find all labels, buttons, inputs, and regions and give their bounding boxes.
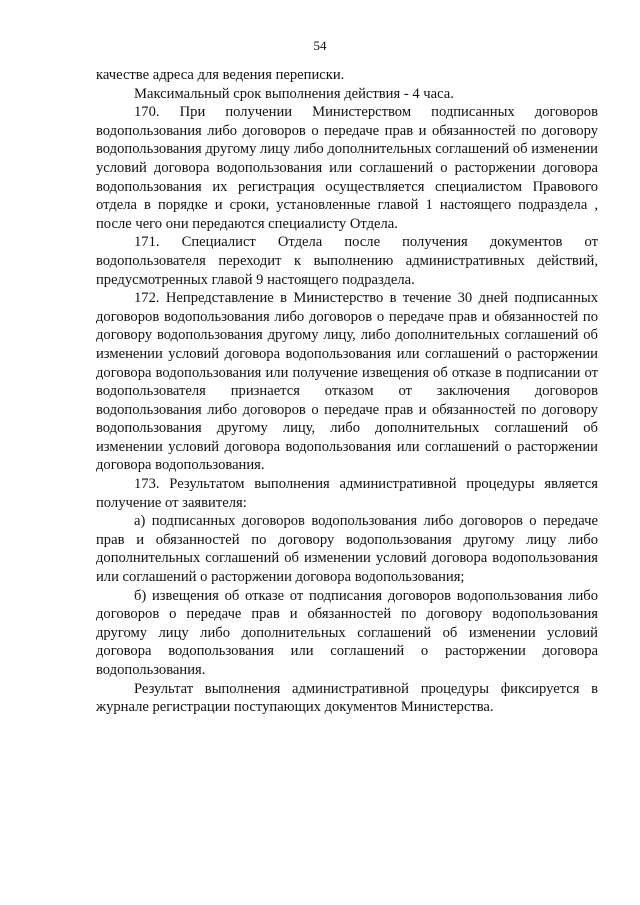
paragraph-173-item-b: б) извещения об отказе от подписания договоров водопользования либо договоров о передаче прав и обязанностей по договору водопользования другому лицу либо дополнительных соглашений об изменении условий договора водопользования или соглашений о расторжении договора водопользования. <box>96 587 598 678</box>
paragraph-173-item-a: а) подписанных договоров водопользования либо договоров о передаче прав и обязанностей по договору водопользования другому лицу либо дополнительных соглашений об изменении условий договора водопользования или соглашений о расторжении договора водопользования; <box>96 513 598 586</box>
paragraph-172: 172. Непредставление в Министерство в течение 30 дней подписанных договоров водопользования либо договоров о передаче прав и обязанностей по договору водопользования другому лицу, либо дополнительных соглашений об изменении условий договора водопользования или соглашений о расторжении договора водопользования или получение извещения об отказе в подписании от водопользователя признается отказом от заключения договоров водопользования либо договоров о передаче прав и обязанностей по договору водопользования другому лицу, либо дополнительных соглашений об изменении условий договора водопользования или соглашений о расторжении договора водопользования. <box>96 290 598 474</box>
paragraph-171: 171. Специалист Отдела после получения документов от водопользователя переходит к выполнению административных действий, предусмотренных главой 9 настоящего подраздела. <box>96 234 598 288</box>
paragraph-170: 170. При получении Министерством подписанных договоров водопользования либо договоров о передаче прав и обязанностей по договору водопользования другому лицу либо дополнительных соглашений об изменении условий договора водопользования или соглашений о расторжении договора водопользования их регистрация осуществляется специалистом Правового отдела в порядке и сроки, установленные главой 1 настоящего подраздела , после чего они передаются специалисту Отдела. <box>96 104 598 232</box>
page-number: 54 <box>313 38 327 53</box>
paragraph-continuation: качестве адреса для ведения переписки. <box>96 67 345 83</box>
paragraph-max-duration: Максимальный срок выполнения действия - 4 часа. <box>134 85 454 102</box>
document-body <box>96 66 598 717</box>
paragraph-result: Результат выполнения административной процедуры фиксируется в журнале регистрации поступающих документов Министерства. <box>96 680 598 716</box>
paragraph-173: 173. Результатом выполнения административной процедуры является получение от заявителя: <box>96 476 598 511</box>
